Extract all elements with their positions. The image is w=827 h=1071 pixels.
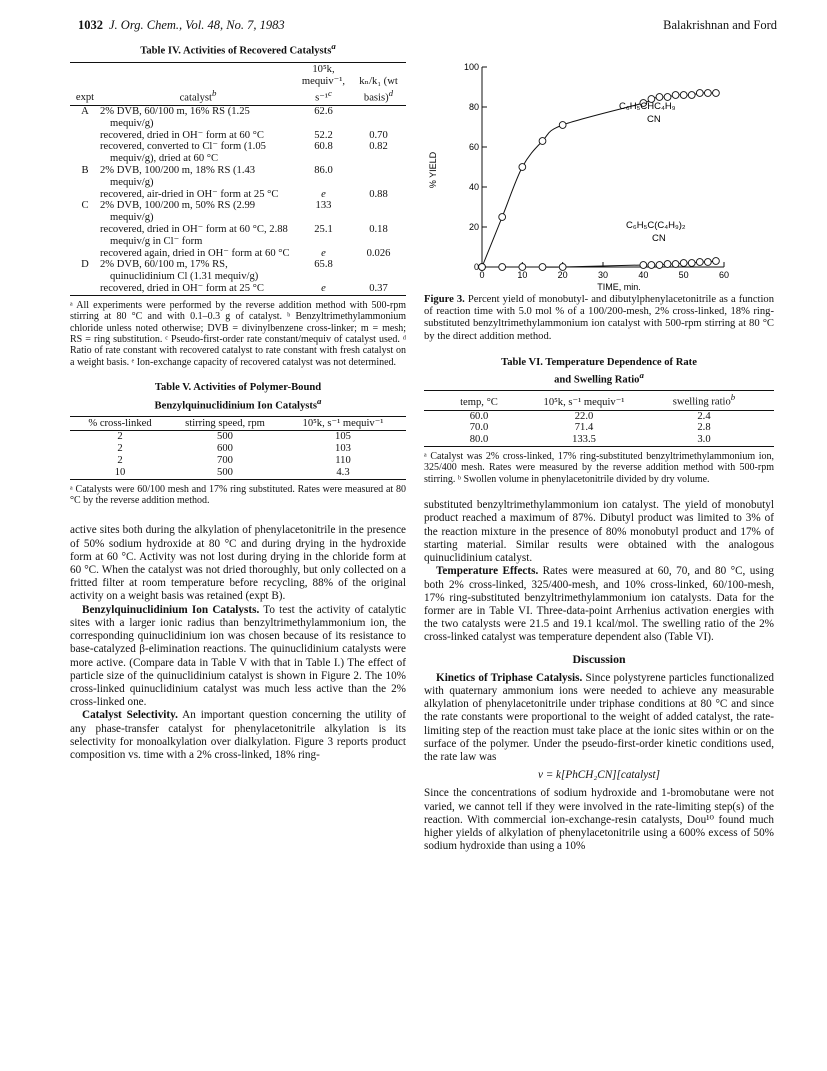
table4-row-ratio: 0.82: [369, 141, 388, 153]
table4-caption: Table IV. Activities of Recovered Catalysts$^a$: [140, 41, 336, 57]
table4-row-k: 25.1: [314, 223, 333, 235]
table6-row-k: 71.4: [574, 422, 594, 434]
series-1-point: [539, 264, 546, 271]
figure3-xlabel: TIME, min.: [597, 282, 641, 292]
x-tick-label: 0: [479, 270, 485, 280]
table6-row: [424, 422, 774, 434]
header-left: [78, 18, 285, 33]
table5-row-rpm: 500: [217, 431, 233, 443]
table4-row-k: 52.2: [314, 129, 333, 141]
di-product-label: C₆H₅C(C₄H₉)₂: [626, 220, 686, 231]
table4-row-k: e: [321, 282, 326, 294]
table6-row-temp: 70.0: [469, 422, 489, 434]
table5-row-cl: 2: [117, 443, 123, 455]
figure3: [424, 40, 774, 292]
table4-row-expt: [70, 283, 100, 295]
table4-body: [70, 105, 406, 295]
left-paragraph-3: Catalyst Selectivity. An important question concerning the utility of any phase-transfer catalyst for phenylacetonitrile alkylation is its selectivity for monoalkylation over dialkylation. Figure 3 reports product composition vs. time with a 2% cross-linked, 18% ring-: [70, 709, 406, 761]
table4-row-expt: [70, 224, 100, 248]
table4-row-catalyst: recovered, air-dried in OH⁻ form at 25 °C: [100, 188, 279, 200]
table4-row-ratio: 0.70: [369, 129, 388, 141]
table4-row: [70, 248, 406, 260]
series-1-point: [704, 259, 711, 266]
y-tick-label: 60: [468, 142, 479, 152]
table5-col-crosslinked: % cross-linked: [88, 417, 152, 429]
table5-row-k: 4.3: [336, 466, 350, 478]
table6-col-k: 10⁵k, s⁻¹ mequiv⁻¹: [543, 396, 625, 408]
series-0-point: [499, 214, 506, 221]
table6-row-temp: 60.0: [469, 410, 489, 422]
x-tick-label: 20: [557, 270, 568, 280]
table4-col-k: 10⁵k, mequiv⁻¹, s⁻¹$^c$: [301, 64, 346, 104]
table4-row-expt: A: [81, 105, 89, 117]
table5-row: [70, 443, 406, 455]
figure3-marks: [479, 90, 720, 271]
right-paragraph-2: Temperature Effects. Rates were measured at 60, 70, and 80 °C, using both 2% cross-linked, 325/400-mesh, and 10% cross-linked, 60/100-mesh, 17% ring-substituted benzyltrimethylammonium ion catalysts. Data for the former are in Table VI. Three-data-point Arrhenius activation energies with the two catalysts were 21.5 and 19.1 kcal/mol. The swelling ratio of the 2% cross-linked catalyst was temperature dependent also (Table VI).: [424, 565, 774, 644]
table4-row: [70, 224, 406, 248]
table4-row-ratio: 0.026: [366, 247, 391, 259]
series-1-point: [680, 260, 687, 267]
table4-row: [70, 189, 406, 201]
x-tick-label: 10: [517, 270, 528, 280]
table5-body: [70, 431, 406, 479]
table6-row-swell: 2.4: [697, 410, 711, 422]
series-1-point: [640, 262, 647, 269]
table4-row-k: 86.0: [314, 164, 333, 176]
series-0-point: [672, 92, 679, 99]
right-paragraph-3: Kinetics of Triphase Catalysis. Since polystyrene particles functionalized with quaternary ammonium ions were needed to achieve any measurable alkylation of phenylacetonitrile under triphase conditions at 80 °C and since the rate constants were proportional to the weight of added catalyst, the rate-limiting step of the reaction must take place at the ionic sites within or on the surface of the polymer. Under the pseudo-first-order kinetic conditions used, the rate law was: [424, 671, 774, 763]
table5-footnote: ᵃ Catalysts were 60/100 mesh and 17% ring substituted. Rates were measured at 80 °C by the reverse addition method.: [70, 483, 406, 507]
series-1-point: [656, 262, 663, 269]
figure3-caption-head: Figure 3.: [424, 294, 465, 305]
rate-law-equation: v = k[PhCH₂CN][catalyst]: [537, 769, 661, 782]
figure3-ylabel: % YIELD: [428, 151, 438, 189]
table5-row-cl: 10: [114, 466, 126, 478]
table5-row-cl: 2: [117, 455, 123, 467]
table4-row-expt: D: [81, 259, 89, 271]
table5-col-k: 10⁵k, s⁻¹ mequiv⁻¹: [302, 417, 384, 429]
table4-caption-mark: a: [331, 41, 336, 51]
left-column: [70, 40, 406, 762]
table4-row: [70, 141, 406, 165]
table6-body: [424, 410, 774, 446]
table6-header-row: [424, 391, 774, 410]
table4-row-k: 60.8: [314, 141, 333, 153]
series-0-line: [482, 93, 716, 267]
table4-row: [70, 283, 406, 295]
table4-row-ratio: [351, 165, 406, 189]
series-0-point: [656, 94, 663, 101]
table4-row-k: e: [321, 188, 326, 200]
table6-caption-line2: and Swelling Ratio$^a$: [554, 370, 644, 386]
journal-citation: J. Org. Chem., Vol. 48, No. 7, 1983: [109, 18, 285, 32]
table4-row-k: 133: [315, 200, 332, 212]
series-0-point: [519, 164, 526, 171]
table4-row: [70, 259, 406, 283]
left-body-text: [70, 524, 406, 762]
table4-row-catalyst: recovered, dried in OH⁻ form at 60 °C: [100, 129, 264, 141]
table6-row-k: 133.5: [572, 434, 596, 446]
left-paragraph-2: Benzylquinuclidinium Ion Catalysts. To test the activity of catalytic sites with a larger ionic radius than benzyltrimethylammonium ion, the corresponding quinuclidinium ion was chosen because of its resistance to base-catalyzed β-elimination reactions. The quinuclidinium catalysts were more active. (Compare data in Table V with that in Table I.) The effect of particle size of the quinuclidinium catalyst is shown in Figure 2. The 10% cross-linked quinuclidinium catalyst was much less active than the 2% cross-linked one.: [70, 603, 407, 709]
table6-row-swell: 2.8: [697, 422, 711, 434]
series-1-point: [713, 258, 720, 265]
table4-row-k: e: [321, 247, 326, 259]
series-1-point: [688, 260, 695, 267]
table5-row-k: 105: [335, 431, 351, 443]
series-1-point: [648, 262, 655, 269]
table4-row-ratio: [351, 105, 406, 129]
series-1-point: [559, 264, 566, 271]
running-header: [78, 18, 777, 36]
table6-row: [424, 434, 774, 446]
header-authors: Balakrishnan and Ford: [663, 18, 777, 32]
table5-row: [70, 467, 406, 479]
left-paragraph-1: active sites both during the alkylation of phenylacetonitrile in the presence of 50% sodium hydroxide at 80 °C and during drying in the hydroxide form at 60 °C. Activity was not lost during drying in the chloride form at 60 °C. When the catalyst was not dried thoroughly, but only collected on a fritted filter at room temperature before recycling, 88% of the original activity on a weight basis was retained (expt B).: [70, 524, 406, 603]
x-tick-label: 30: [597, 270, 609, 280]
table6-caption: [424, 357, 774, 388]
run-in-head-selectivity: Catalyst Selectivity.: [82, 709, 178, 722]
table6-col-swell: swelling ratio$^b$: [672, 392, 736, 408]
series-1-point: [664, 261, 671, 268]
mono-product-label: C₆H₅CHC₄H₉: [619, 101, 676, 112]
right-body-text: [424, 499, 774, 853]
table5-row: [70, 455, 406, 467]
table4-row-catalyst: recovered again, dried in OH⁻ form at 60 °C: [100, 247, 290, 259]
table4-row-expt: C: [81, 200, 89, 212]
series-1-point: [672, 261, 679, 268]
table4-row-k: 62.6: [314, 105, 333, 117]
series-0-point: [696, 90, 703, 97]
table4-row: [70, 200, 406, 224]
series-0-point: [539, 138, 546, 145]
series-0-point: [559, 122, 566, 129]
x-tick-label: 60: [718, 270, 730, 280]
table5-row-k: 103: [335, 443, 351, 455]
table4-col-expt: expt: [75, 92, 95, 104]
table4-row-ratio: [351, 200, 406, 224]
table4-row-expt: [70, 130, 100, 142]
table4-row-catalyst: 2% DVB, 100/200 m, 18% RS (1.43 mequiv/g): [100, 164, 256, 188]
table4-row-k: 65.8: [314, 259, 333, 271]
table5-row: [70, 431, 406, 443]
page-number: 1032: [78, 18, 103, 32]
table4-row-catalyst: 2% DVB, 100/200 m, 50% RS (2.99 mequiv/g): [100, 200, 256, 224]
table4-row: [70, 105, 406, 129]
series-1-point: [499, 264, 506, 271]
section-heading-discussion: Discussion: [572, 651, 626, 666]
table6-caption-line1: Table VI. Temperature Dependence of Rate: [501, 356, 697, 368]
table4-row-ratio: 0.88: [369, 188, 388, 200]
y-tick-label: 100: [463, 62, 479, 72]
y-tick-label: 0: [473, 262, 479, 272]
series-1-point: [696, 259, 703, 266]
table4-row-catalyst: recovered, dried in OH⁻ form at 60 °C, 2.88 mequiv/g in Cl⁻ form: [100, 223, 288, 247]
table4-row-catalyst: recovered, dried in OH⁻ form at 25 °C: [100, 282, 264, 294]
right-paragraph-1: substituted benzyltrimethylammonium ion catalyst. The yield of monobutyl product reached a maximum of 87%. Dibutyl product was limited to 3% of the reaction mixture in the presence of 80% monobutyl product and 17% of starting material. Similar results were obtained with the analogous quinuclidinium catalyst.: [424, 499, 774, 565]
table5-row-rpm: 700: [217, 455, 233, 467]
table4: [70, 62, 406, 296]
x-tick-label: 40: [638, 270, 649, 280]
run-in-head-kinetics: Kinetics of Triphase Catalysis.: [436, 671, 583, 684]
table6-row: [424, 410, 774, 422]
table5-caption-line2: Benzylquinuclidinium Ion Catalysts$^a$: [154, 395, 322, 412]
x-tick-label: 50: [678, 270, 689, 280]
table4-row-expt: [70, 189, 100, 201]
mono-product-label-cn: CN: [647, 114, 661, 125]
run-in-head-quinuclidinium: Benzylquinuclidinium Ion Catalysts.: [82, 603, 260, 616]
table4-row-catalyst: 2% DVB, 60/100 m, 17% RS, quinuclidinium Cl (1.31 mequiv/g): [100, 259, 259, 283]
table4-row: [70, 130, 406, 142]
series-0-point: [713, 90, 720, 97]
table4-row-ratio: [351, 259, 406, 283]
table4-row-ratio: 0.37: [369, 282, 388, 294]
table5: [70, 416, 406, 480]
right-paragraph-4: Since the concentrations of sodium hydroxide and 1-bromobutane were not varied, we cannot tell if they were involved in the rate-limiting step(s) of the reaction. With commercial ion-exchange-resin catalysts, Dou¹⁰ found much higher yields of alkylation of phenylacetonitrile using a 600% excess of 50% sodium hydroxide than using a 10%: [424, 787, 774, 853]
table5-row-rpm: 600: [217, 443, 233, 455]
right-column: [424, 40, 774, 853]
table5-header-row: [70, 416, 406, 431]
figure3-caption: Figure 3. Percent yield of monobutyl- and dibutylphenylacetonitrile as a function of reaction time with 5.0 mol % of a 100/200-mesh, 2% cross-linked, 18% ring-substituted benzyltrimethylammonium ion catalyst with 500-rpm stirring at 80 °C by the direct addition method.: [424, 294, 774, 342]
y-tick-label: 40: [468, 182, 479, 192]
di-product-label-cn: CN: [652, 233, 666, 244]
table6-row-k: 22.0: [574, 410, 594, 422]
series-0-point: [704, 90, 711, 97]
table6-col-temp: temp, °C: [460, 396, 498, 408]
table4-row-catalyst: recovered, converted to Cl⁻ form (1.05 mequiv/g), dried at 60 °C: [100, 141, 266, 165]
series-0-point: [664, 94, 671, 101]
series-0-point: [688, 92, 695, 99]
series-1-point: [479, 264, 486, 271]
table5-caption-line1: Table V. Activities of Polymer-Bound: [154, 382, 322, 394]
table4-header-row: [70, 63, 406, 106]
table6-row-temp: 80.0: [469, 434, 489, 446]
series-1-point: [519, 264, 526, 271]
table5-row-k: 110: [335, 455, 351, 467]
table4-col-ratio: kₙ/k₁ (wt basis)$^d$: [359, 75, 398, 104]
run-in-head-temperature: Temperature Effects.: [436, 565, 539, 578]
table4-footnote: ᵃ All experiments were performed by the reverse addition method with 500-rpm stirring at 80 °C and with 0.1–0.3 g of catalyst. ᵇ Benzyltrimethylammonium chloride unless noted otherwise; DVB = divinylbenzene cross-linker; m = mesh; RS = ring substitution. ᶜ Pseudo-first-order rate constant/mequiv of catalyst used. ᵈ Ratio of rate constant with recovered catalyst to rate constant with fresh catalyst on a weight basis. ᵉ Ion-exchange capacity of recovered catalyst was not determined.: [70, 299, 406, 368]
table6: [424, 390, 774, 447]
figure3-chart: [424, 40, 774, 292]
table4-row: [70, 165, 406, 189]
table5-caption: [70, 382, 406, 413]
table5-row-cl: 2: [117, 431, 123, 443]
table4-col-catalyst: catalyst$^b$: [179, 87, 217, 104]
table4-row-expt: [70, 248, 100, 260]
table6-row-swell: 3.0: [697, 434, 711, 446]
table4-row-catalyst: 2% DVB, 60/100 m, 16% RS (1.25 mequiv/g): [100, 105, 250, 129]
y-tick-label: 80: [468, 102, 479, 112]
series-0-point: [680, 92, 687, 99]
table5-col-stirring: stirring speed, rpm: [185, 417, 265, 429]
table5-row-rpm: 500: [217, 466, 233, 478]
y-tick-label: 20: [468, 222, 479, 232]
table4-row-expt: [70, 141, 100, 165]
table6-footnote: ᵃ Catalyst was 2% cross-linked, 17% ring-substituted benzyltrimethylammonium ion, 325/400 mesh. Rates were measured by the reverse addition method with 500-rpm stirring. ᵇ Swollen volume in phenylacetonitrile divided by dry volume.: [424, 451, 774, 485]
table4-row-expt: B: [81, 164, 89, 176]
table4-row-ratio: 0.18: [369, 223, 388, 235]
